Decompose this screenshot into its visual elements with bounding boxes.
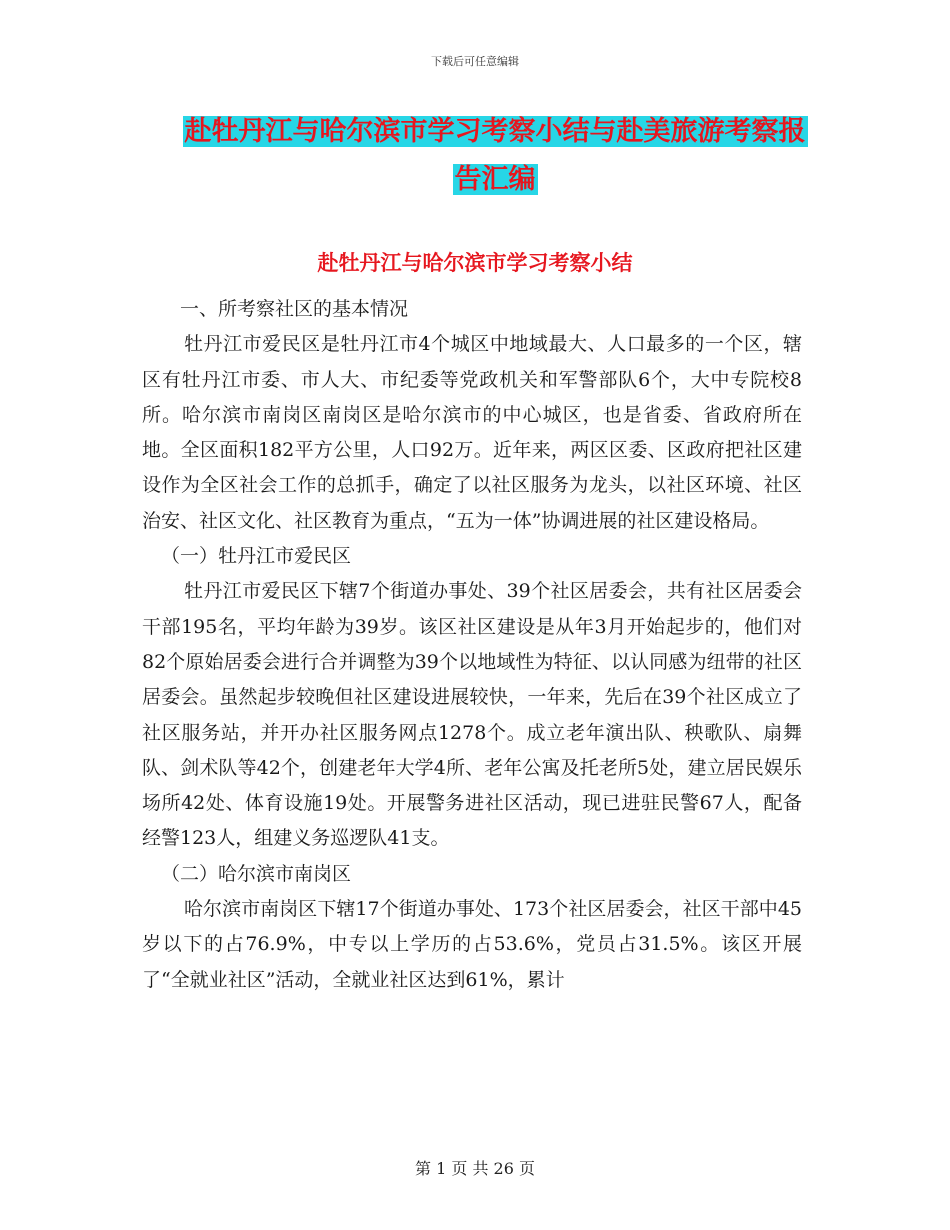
section-title: 赴牡丹江与哈尔滨市学习考察小结: [317, 250, 633, 275]
page-footer: 第 1 页 共 26 页: [415, 1159, 535, 1178]
heading-aimin-district: （一）牡丹江市爱民区: [161, 545, 352, 568]
heading-basic-situation: 一、所考察社区的基本情况: [180, 298, 409, 320]
paragraph-nangang-district: 哈尔滨市南岗区下辖17个街道办事处、173个社区居委会，社区干部中45岁以下的占76.9%，中专以上学历的占53.6%，党员占31.5%。该区开展了“全就业社区”活动，全就业社区达到61%，累计: [142, 898, 802, 991]
heading-nangang-district: （二）哈尔滨市南岗区: [161, 862, 352, 885]
document-title-line-1: 赴牡丹江与哈尔滨市学习考察小结与赴美旅游考察报: [184, 116, 806, 147]
paragraph-aimin-district: 牡丹江市爱民区下辖7个街道办事处、39个社区居委会，共有社区居委会干部195名，平均年龄为39岁。该区社区建设是从年3月开始起步的，他们对82个原始居委会进行合并调整为39个以地域性为特征、以认同感为纽带的社区居委会。虽然起步较晚但社区建设进展较快，一年来，先后在39个社区成立了社区服务站，并开办社区服务网点1278个。成立老年演出队、秧歌队、扇舞队、剑术队等42个，创建老年大学4所、老年公寓及托老所5处，建立居民娱乐场所42处、体育设施19处。开展警务进社区活动，现已进驻民警67人，配备经警123人，组建义务巡逻队41支。: [142, 580, 802, 850]
paragraph-overview: 牡丹江市爱民区是牡丹江市4个城区中地域最大、人口最多的一个区，辖区有牡丹江市委、市人大、市纪委等党政机关和军警部队6个，大中专院校8所。哈尔滨市南岗区南岗区是哈尔滨市的中心城区，也是省委、省政府所在地。全区面积182平方公里，人口92万。近年来，两区区委、区政府把社区建设作为全区社会工作的总抓手，确定了以社区服务为龙头，以社区环境、社区治安、社区文化、社区教育为重点，“五为一体”协调进展的社区建设格局。: [142, 333, 802, 532]
page-header-note: 下载后可任意编辑: [431, 55, 519, 68]
document-title: [150, 108, 840, 204]
document-title-line-2: 告汇编: [454, 164, 536, 195]
document-body: [142, 292, 802, 998]
